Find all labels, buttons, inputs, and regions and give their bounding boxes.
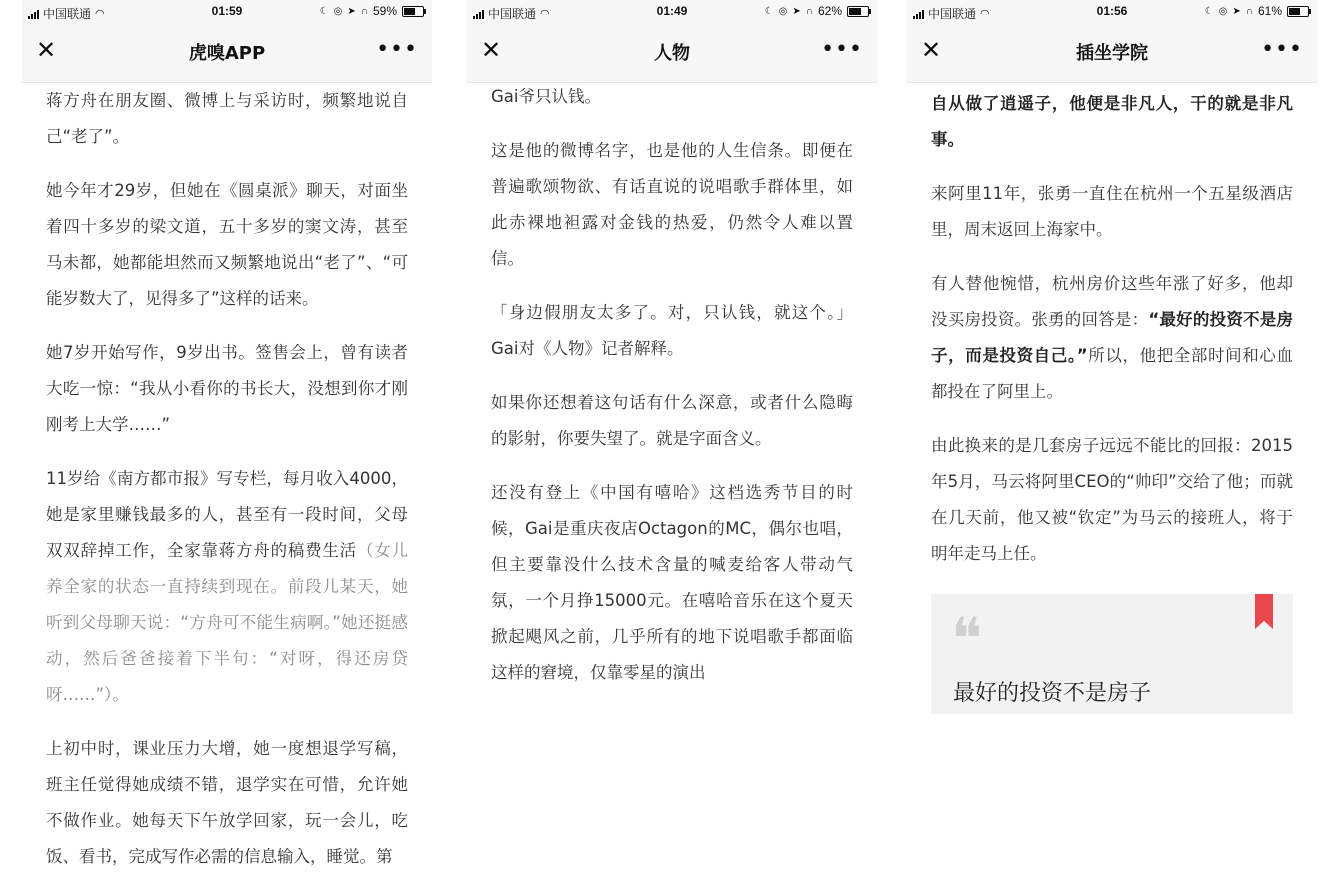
status-bar	[907, 0, 1317, 24]
battery-percent: 61%	[1257, 4, 1282, 18]
nav-bar	[467, 24, 877, 83]
article-paragraph: 蒋方舟在朋友圈、微博上与采访时，频繁地说自己“老了”。	[46, 91, 408, 146]
more-options-icon[interactable]: •••	[821, 37, 863, 62]
carrier-label: 中国联通	[928, 7, 977, 21]
article-paragraph: 这是他的微博名字，也是他的人生信条。即便在普遍歌颂物欲、有话直说的说唱歌手群体里，如此赤裸地袒露对金钱的热爱，仍然令人难以置信。	[491, 141, 853, 268]
article-body	[931, 86, 1293, 762]
paragraph-text: 有人替他惋惜，杭州房价这些年涨了好多，他却没买房投资。张勇的回答是：	[931, 274, 1293, 329]
quote-text: 最好的投资不是房子	[953, 681, 1152, 706]
paragraph-quote-bold: “最好的投资不是房子，而是投资自己。”	[931, 310, 1293, 365]
battery-percent: 59%	[372, 4, 397, 18]
article-paragraph	[931, 266, 1293, 410]
status-bar	[22, 0, 432, 24]
article-paragraph: Gai爷只认钱。	[491, 87, 601, 106]
phone-screen-renwu	[467, 0, 877, 762]
battery-icon	[1287, 6, 1309, 17]
more-options-icon[interactable]: •••	[1261, 37, 1303, 62]
location-icon: ➤	[792, 5, 801, 17]
battery-percent: 62%	[817, 4, 842, 18]
headphones-icon: ∩	[805, 5, 813, 17]
article-paragraph: 如果你还想着这句话有什么深意，或者什么隐晦的影射，你要失望了。就是字面含义。	[491, 393, 853, 448]
page-title: 插坐学院	[1076, 43, 1148, 64]
status-time: 01:49	[656, 4, 688, 18]
more-options-icon[interactable]: •••	[376, 37, 418, 62]
status-bar	[467, 0, 877, 24]
wifi-icon: ◠	[980, 8, 990, 20]
status-time: 01:59	[211, 4, 243, 18]
wifi-icon: ◠	[540, 8, 550, 20]
close-icon[interactable]: ✕	[36, 36, 57, 64]
bookmark-icon	[1255, 594, 1273, 628]
nav-bar	[907, 24, 1317, 83]
phone-screen-huxiu	[22, 0, 432, 866]
battery-icon	[402, 6, 424, 17]
quote-card	[931, 594, 1293, 714]
quote-mark-icon: ❝	[951, 605, 983, 673]
carrier-label: 中国联通	[43, 7, 92, 21]
moon-icon: ☾	[1204, 5, 1214, 17]
moon-icon: ☾	[764, 5, 774, 17]
paragraph-main-text: 11岁给《南方都市报》写专栏，每月收入4000，她是家里赚钱最多的人，甚至有一段时间，父母双双辞掉工作，全家靠蒋方舟的稿费生活	[46, 469, 408, 560]
paragraph-text: 所以，他把全部时间和心血都投在了阿里上。	[931, 346, 1293, 401]
article-paragraph: 她7岁开始写作，9岁出书。签售会上，曾有读者大吃一惊：“我从小看你的书长大，没想到你才刚刚考上大学……”	[46, 343, 408, 434]
close-icon[interactable]: ✕	[921, 36, 942, 64]
lock-rotation-icon: ◎	[1218, 5, 1228, 17]
battery-icon	[847, 6, 869, 17]
lock-rotation-icon: ◎	[778, 5, 788, 17]
location-icon: ➤	[347, 5, 356, 17]
moon-icon: ☾	[319, 5, 329, 17]
status-time: 01:56	[1096, 4, 1128, 18]
page-title: 虎嗅APP	[188, 43, 266, 64]
article-paragraph: 「身边假朋友太多了。对，只认钱，就这个。」Gai对《人物》记者解释。	[491, 303, 853, 358]
phone-screen-chazuo	[907, 0, 1317, 762]
wifi-icon: ◠	[95, 8, 105, 20]
article-paragraph: 她今年才29岁，但她在《圆桌派》聊天，对面坐着四十多岁的梁文道，五十多岁的窦文涛，甚至马未都，她都能坦然而又频繁地说出“老了”、“可能岁数大了，见得多了”这样的话来。	[46, 181, 408, 308]
close-icon[interactable]: ✕	[481, 36, 502, 64]
lock-rotation-icon: ◎	[333, 5, 343, 17]
paragraph-aside-text: （女儿养全家的状态一直持续到现在。前段儿某天，她听到父母聊天说：“方舟可不能生病啊。”她还挺感动，然后爸爸接着下半句：“对呀，得还房贷呀……”）。	[46, 541, 409, 704]
carrier-label: 中国联通	[488, 7, 537, 21]
article-paragraph: 自从做了逍遥子，他便是非凡人，干的就是非凡事。	[931, 94, 1293, 149]
page-title: 人物	[654, 43, 690, 64]
article-paragraph: 来阿里11年，张勇一直住在杭州一个五星级酒店里，周末返回上海家中。	[931, 184, 1293, 239]
article-paragraph: 上初中时，课业压力大增，她一度想退学写稿，班主任觉得她成绩不错，退学实在可惜，允许她不做作业。她每天下午放学回家，玩一会儿，吃饭、看书，完成写作必需的信息输入，睡觉。第	[46, 739, 408, 866]
location-icon: ➤	[1232, 5, 1241, 17]
article-paragraph: 还没有登上《中国有嘻哈》这档选秀节目的时候，Gai是重庆夜店Octagon的MC，偶尔也唱，但主要靠没什么技术含量的喊麦给客人带动气氛，一个月挣15000元。在嘻哈音乐在这个夏天掀起飓风之前，几乎所有的地下说唱歌手都面临这样的窘境，仅靠零星的演出	[491, 483, 853, 682]
headphones-icon: ∩	[360, 5, 368, 17]
article-body	[46, 83, 409, 866]
article-paragraph	[46, 461, 408, 713]
article-paragraph: 由此换来的是几套房子远远不能比的回报：2015年5月，马云将阿里CEO的“帅印”交给了他；而就在几天前，他又被“钦定”为马云的接班人，将于明年走马上任。	[931, 436, 1293, 563]
article-body	[491, 79, 853, 762]
headphones-icon: ∩	[1245, 5, 1253, 17]
nav-bar	[22, 24, 432, 83]
